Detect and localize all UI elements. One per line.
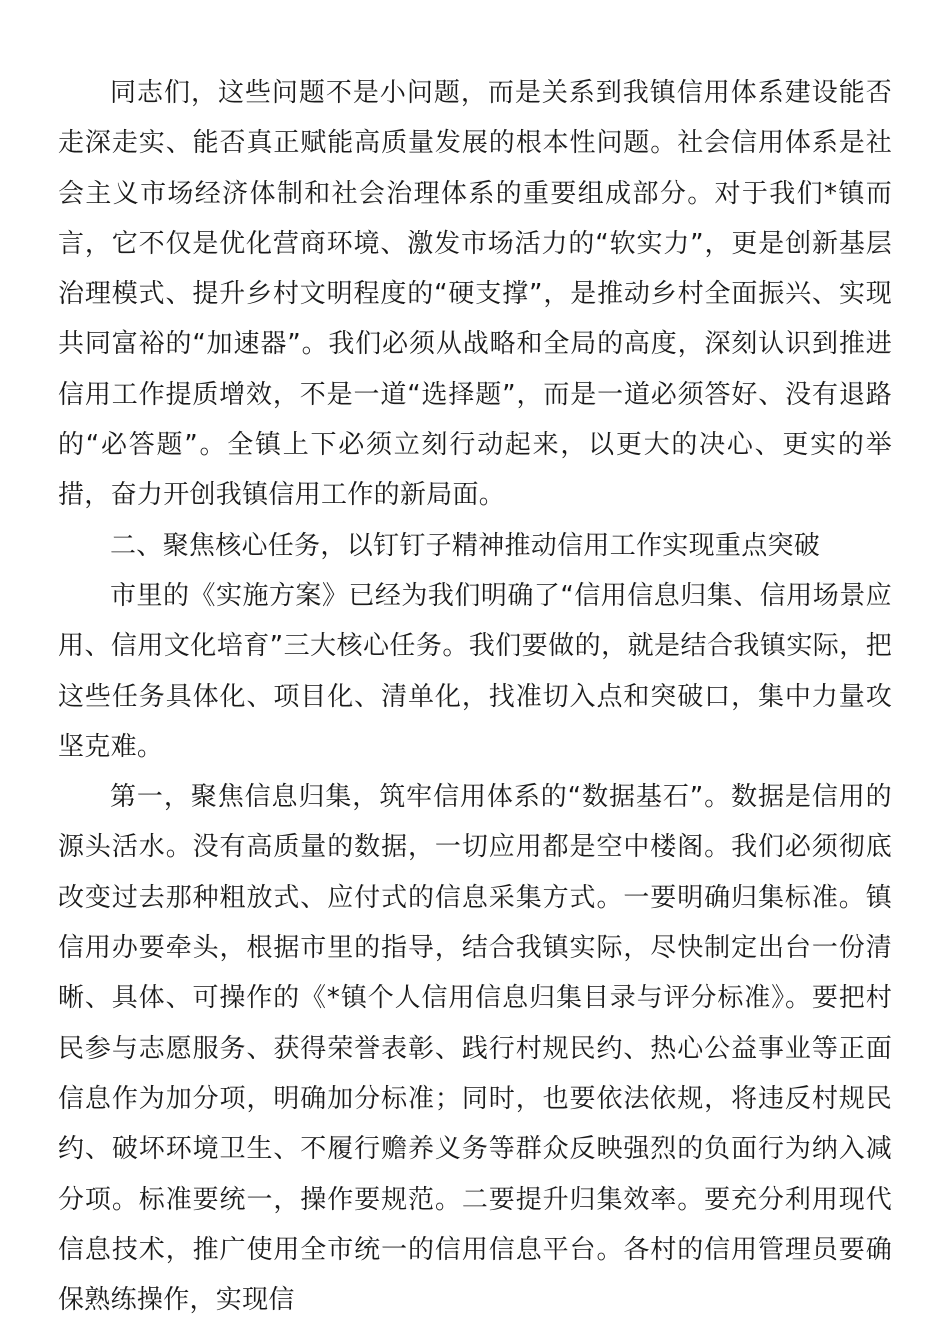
paragraph-information-collection: 第一，聚焦信息归集，筑牢信用体系的“数据基石”。数据是信用的源头活水。没有高质量的数据，一切应用都是空中楼阁。我们必须彻底改变过去那种粗放式、应付式的信息采集方式。一要明确归集标准。镇信用办要牵头，根据市里的指导，结合我镇实际，尽快制定出台一份清晰、具体、可操作的《*镇个人信用信息归集目录与评分标准》。要把村民参与志愿服务、获得荣誉表彰、践行村规民约、热心公益事业等正面信息作为加分项，明确加分标准；同时，也要依法依规，将违反村规民约、破坏环境卫生、不履行赡养义务等群众反映强烈的负面行为纳入减分项。标准要统一，操作要规范。二要提升归集效率。要充分利用现代信息技术，推广使用全市统一的信用信息平台。各村的信用管理员要确保熟练操作，实现信 xyxy=(58,782,892,1316)
paragraph-importance: 同志们，这些问题不是小问题，而是关系到我镇信用体系建设能否走深走实、能否真正赋能高质量发展的根本性问题。社会信用体系是社会主义市场经济体制和社会治理体系的重要组成部分。对于我们*镇而言，它不仅是优化营商环境、激发市场活力的“软实力”，更是创新基层治理模式、提升乡村文明程度的“硬支撑”，是推动乡村全面振兴、实现共同富裕的“加速器”。我们必须从战略和全局的高度，深刻认识到推进信用工作提质增效，不是一道“选择题”，而是一道必须答好、没有退路的“必答题”。全镇上下必须立刻行动起来，以更大的决心、更实的举措，奋力开创我镇信用工作的新局面。 xyxy=(58,78,892,511)
section-heading: 二、聚焦核心任务，以钉钉子精神推动信用工作实现重点突破 xyxy=(110,530,821,561)
document-body xyxy=(58,68,892,1325)
paragraph-core-tasks: 市里的《实施方案》已经为我们明确了“信用信息归集、信用场景应用、信用文化培育”三大核心任务。我们要做的，就是结合我镇实际，把这些任务具体化、项目化、清单化，找准切入点和突破口，集中力量攻坚克难。 xyxy=(58,580,892,762)
